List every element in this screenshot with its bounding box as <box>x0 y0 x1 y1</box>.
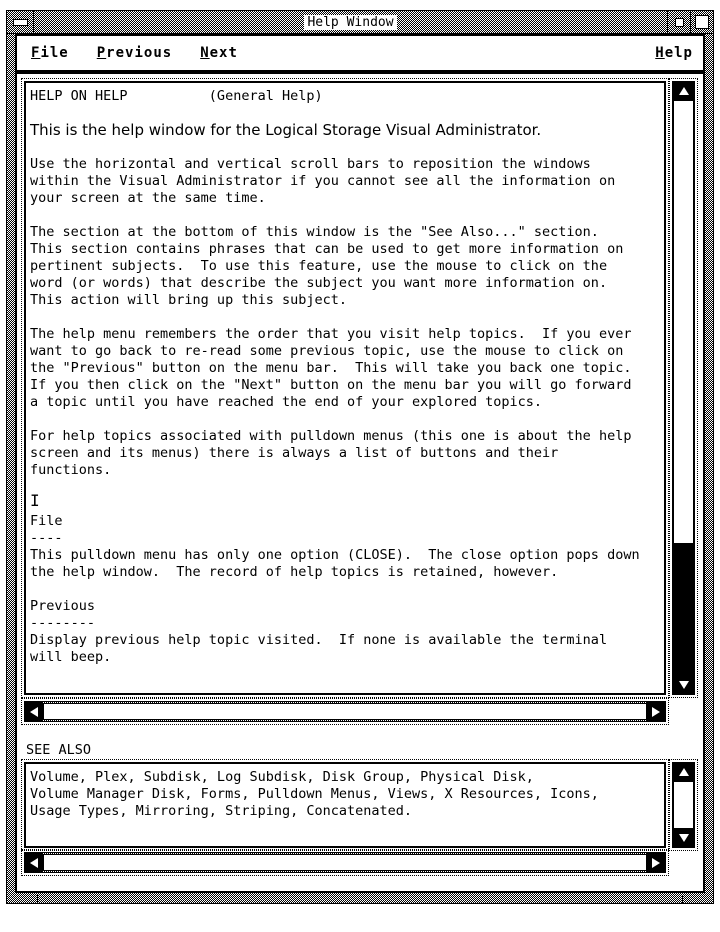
see-also-horizontal-scrollbar <box>24 852 666 873</box>
arrow-down-icon <box>679 834 689 842</box>
help-text-line: within the Visual Administrator if you cannot see all the information on <box>30 173 616 189</box>
help-text-line: The help menu remembers the order that you visit help topics. If you ever <box>30 326 632 342</box>
see-also-text-area[interactable] <box>24 762 666 848</box>
scroll-right-button[interactable] <box>647 702 665 721</box>
help-text-line <box>30 581 660 598</box>
frame-resize-tick[interactable] <box>37 895 38 903</box>
window-menu-dash-icon <box>13 19 28 26</box>
text-cursor-icon <box>30 491 40 511</box>
help-window <box>6 10 714 904</box>
arrow-down-icon <box>679 681 689 689</box>
minimize-icon <box>675 18 684 27</box>
help-text-line: Previous <box>30 598 96 614</box>
arrow-left-icon <box>30 858 38 868</box>
main-hscrollbar-thumb[interactable] <box>43 703 647 720</box>
help-text-line: This section contains phrases that can be used to get more information on <box>30 241 624 257</box>
scroll-left-button[interactable] <box>25 702 43 721</box>
see-also-hscrollbar-track[interactable] <box>43 853 647 872</box>
scroll-down-button[interactable] <box>673 676 694 694</box>
main-hscrollbar-track[interactable] <box>43 702 647 721</box>
help-text-line: word (or words) that describe the subject you want more information on. <box>30 275 608 291</box>
arrow-left-icon <box>30 707 38 717</box>
menu-item-file[interactable]: File <box>31 45 69 61</box>
window-menu-button[interactable] <box>7 11 34 33</box>
see-also-scroll-left-button[interactable] <box>25 853 43 872</box>
see-also-line: Usage Types, Mirroring, Striping, Concatenated. <box>30 803 413 819</box>
see-also-scroll-right-button[interactable] <box>647 853 665 872</box>
see-also-scroll-down-button[interactable] <box>673 829 694 847</box>
title-area <box>34 11 667 33</box>
title-bar[interactable] <box>7 11 713 34</box>
main-horizontal-scrollbar <box>24 701 666 722</box>
main-vertical-scrollbar <box>672 81 695 695</box>
help-text-area[interactable] <box>24 81 666 695</box>
help-text-line: This action will bring up this subject. <box>30 292 347 308</box>
see-also-line: Volume, Plex, Subdisk, Log Subdisk, Disk Group, Physical Disk, <box>30 769 534 785</box>
main-area <box>17 74 703 891</box>
help-text-line <box>30 105 660 122</box>
see-also-line: Volume Manager Disk, Forms, Pulldown Menus, Views, X Resources, Icons, <box>30 786 599 802</box>
see-also-lines <box>30 769 660 820</box>
help-text-line: File <box>30 513 63 529</box>
see-also-hscrollbar-thumb[interactable] <box>43 854 647 871</box>
help-text-line: The section at the bottom of this window is the "See Also..." section. <box>30 224 599 240</box>
help-text-line <box>30 139 660 156</box>
arrow-right-icon <box>652 858 660 868</box>
minimize-button[interactable] <box>667 11 690 33</box>
help-text-line: the "Previous" button on the menu bar. This will take you back one topic. <box>30 360 632 376</box>
menu-item-help[interactable]: Help <box>655 45 693 61</box>
see-also-label: SEE ALSO <box>26 742 92 758</box>
help-text-line <box>30 309 660 326</box>
help-text-line: functions. <box>30 462 112 478</box>
window-title: Help Window <box>304 15 396 30</box>
help-text-line: For help topics associated with pulldown menus (this one is about the help <box>30 428 632 444</box>
scroll-up-button[interactable] <box>673 82 694 100</box>
help-text-line <box>30 207 660 224</box>
help-text-line: screen and its menus) there is always a list of buttons and their <box>30 445 559 461</box>
help-text-line <box>30 496 660 513</box>
see-also-vertical-scrollbar <box>672 762 695 848</box>
help-text-line: want to go back to re-read some previous topic, use the mouse to click on <box>30 343 624 359</box>
help-text-line: This pulldown menu has only one option (CLOSE). The close option pops down <box>30 547 640 563</box>
see-also-scroll-up-button[interactable] <box>673 763 694 781</box>
maximize-button[interactable] <box>690 11 713 33</box>
main-scrollbar-track[interactable] <box>673 100 694 676</box>
help-text-line: Display previous help topic visited. If none is available the terminal <box>30 632 608 648</box>
menu-bar <box>17 36 703 74</box>
help-text-line <box>30 479 660 496</box>
arrow-right-icon <box>652 707 660 717</box>
main-scrollbar-thumb[interactable] <box>673 100 694 544</box>
arrow-up-icon <box>679 768 689 776</box>
help-text-line: Use the horizontal and vertical scroll bars to reposition the windows <box>30 156 591 172</box>
help-text-line: If you then click on the "Next" button on the menu bar you will go forward <box>30 377 632 393</box>
help-text-line: your screen at the same time. <box>30 190 266 206</box>
help-text-line: ---- <box>30 530 63 546</box>
menu-item-previous[interactable]: Previous <box>96 45 173 61</box>
help-text-line: will beep. <box>30 649 112 665</box>
see-also-scrollbar-thumb[interactable] <box>673 781 694 829</box>
help-text-line: a topic until you have reached the end of your explored topics. <box>30 394 543 410</box>
client-area <box>15 34 705 893</box>
see-also-scrollbar-track[interactable] <box>673 781 694 829</box>
help-text-line <box>30 411 660 428</box>
arrow-up-icon <box>679 87 689 95</box>
frame-resize-tick[interactable] <box>682 895 683 903</box>
maximize-icon <box>695 15 709 29</box>
help-text-line: -------- <box>30 615 96 631</box>
help-text-lines <box>30 88 660 666</box>
menu-item-next[interactable]: Next <box>200 45 238 61</box>
help-text-line: This is the help window for the Logical Storage Visual Administrator. <box>30 121 542 139</box>
help-text-line: pertinent subjects. To use this feature, use the mouse to click on the <box>30 258 608 274</box>
help-text-line: the help window. The record of help topics is retained, however. <box>30 564 559 580</box>
help-text-line: HELP ON HELP (General Help) <box>30 88 323 104</box>
